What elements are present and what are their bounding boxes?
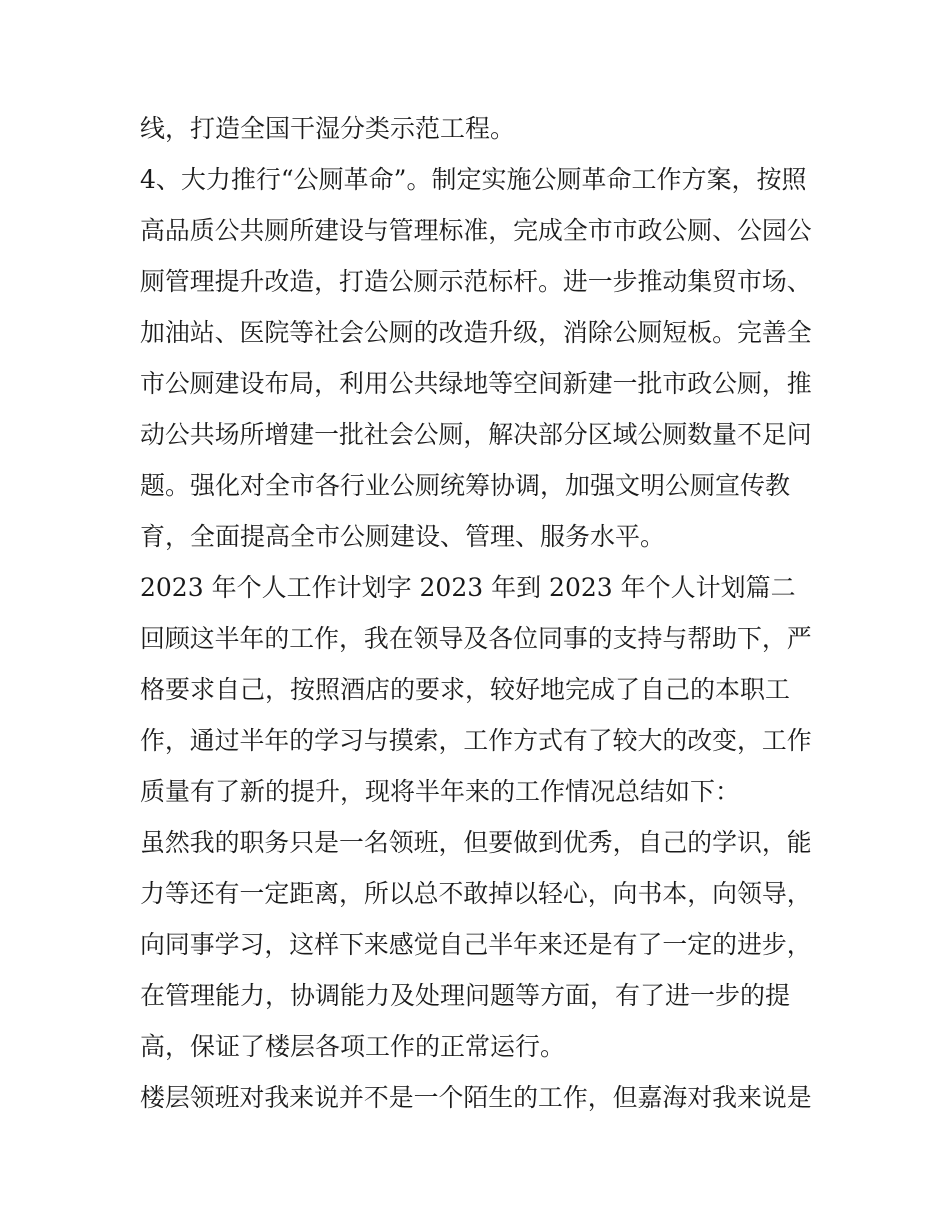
section-heading: 2023 年个人工作计划字 2023 年到 2023 年个人计划篇二 [140,573,796,602]
text-line: 题。强化对全市各行业公厕统筹协调，加强文明公厕宣传教 [140,471,791,500]
text-line: 厕管理提升改造，打造公厕示范标杆。进一步推动集贸市场、 [140,267,812,296]
text-line: 线，打造全国干湿分类示范工程。 [140,114,516,143]
text-line: 高品质公共厕所建设与管理标准，完成全市市政公厕、公园公 [140,216,812,245]
text-line: 虽然我的职务只是一名领班，但要做到优秀，自己的学识，能 [140,828,812,857]
text-line: 回顾这半年的工作，我在领导及各位同事的支持与帮助下，严 [140,624,812,653]
text-line: 向同事学习，这样下来感觉自己半年来还是有了一定的进步， [140,930,812,959]
text-line: 加油站、医院等社会公厕的改造升级，消除公厕短板。完善全 [140,318,812,347]
text-line: 市公厕建设布局，利用公共绿地等空间新建一批市政公厕，推 [140,369,812,398]
text-line: 质量有了新的提升，现将半年来的工作情况总结如下： [140,777,741,806]
text-line: 育，全面提高全市公厕建设、管理、服务水平。 [140,522,666,551]
text-line: 动公共场所增建一批社会公厕，解决部分区域公厕数量不足问 [140,420,812,449]
text-line: 在管理能力，协调能力及处理问题等方面，有了进一步的提 [140,981,791,1010]
text-line: 楼层领班对我来说并不是一个陌生的工作，但嘉海对我来说是 [140,1083,812,1112]
text-line: 格要求自己，按照酒店的要求，较好地完成了自己的本职工 [140,675,791,704]
text-line: 高，保证了楼层各项工作的正常运行。 [140,1032,566,1061]
text-line: 作，通过半年的学习与摸索，工作方式有了较大的改变，工作 [140,726,812,755]
text-line: 力等还有一定距离，所以总不敢掉以轻心，向书本，向领导， [140,879,812,908]
text-line: 4、大力推行“公厕革命”。制定实施公厕革命工作方案，按照 [140,165,807,194]
